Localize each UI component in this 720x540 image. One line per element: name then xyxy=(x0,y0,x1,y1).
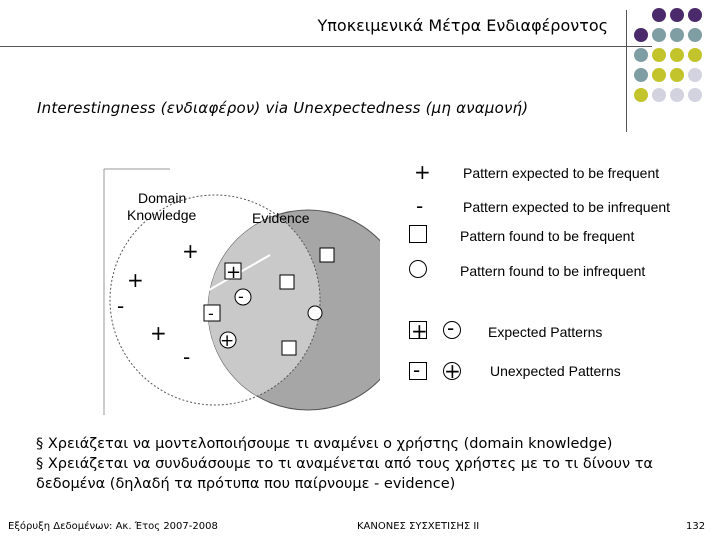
footer-course: Εξόρυξη Δεδομένων: Ακ. Έτος 2007-2008 xyxy=(8,521,218,532)
decorative-dot xyxy=(634,68,648,82)
minus-symbol: - xyxy=(183,345,191,369)
title-horizontal-divider xyxy=(0,46,652,47)
legend-circle-text: Pattern found to be infrequent xyxy=(460,263,646,279)
plus-symbol: + xyxy=(220,331,235,351)
bullet-domain-knowledge: § Χρειάζεται να μοντελοποιήσουμε τι αναμένει ο χρήστης (domain knowledge) xyxy=(36,436,613,452)
footer-page-number: 132 xyxy=(686,521,706,532)
evidence-label: Evidence xyxy=(252,210,310,226)
unexpected-patterns-text: Unexpected Patterns xyxy=(490,363,621,379)
title-vertical-divider xyxy=(626,10,627,132)
decorative-dot xyxy=(652,88,666,102)
legend-plus-text: Pattern expected to be frequent xyxy=(463,165,660,181)
legend-minus-text: Pattern expected to be infrequent xyxy=(463,199,671,215)
decorative-dot-grid xyxy=(634,8,720,120)
decorative-dot xyxy=(670,28,684,42)
found-frequent-square xyxy=(280,275,294,289)
bullet-combine-line2: δεδομένα (δηλαδή τα πρότυπα που παίρνουμε - evidence) xyxy=(36,476,456,492)
decorative-dot xyxy=(688,28,702,42)
expected-patterns-text: Expected Patterns xyxy=(488,324,603,340)
decorative-dot xyxy=(670,88,684,102)
decorative-dot xyxy=(652,48,666,62)
domain-label-line2: Knowledge xyxy=(127,207,197,223)
decorative-dot xyxy=(634,28,648,42)
decorative-dot xyxy=(670,8,684,22)
legend-circle-icon xyxy=(409,260,427,278)
minus-symbol: - xyxy=(208,304,214,323)
expected-plus-symbol: + xyxy=(411,319,428,343)
domain-label-line1: Domain xyxy=(138,190,187,206)
decorative-dot xyxy=(688,8,702,22)
decorative-dot xyxy=(634,48,648,62)
slide-subtitle: Interestingness (ενδιαφέρον) via Unexpectedness (μη αναμονή) xyxy=(37,99,529,117)
plus-symbol: + xyxy=(182,239,199,263)
found-frequent-square xyxy=(320,248,334,262)
legend-square-icon xyxy=(409,225,427,243)
unexpected-plus-symbol: + xyxy=(444,359,461,383)
decorative-dot xyxy=(634,88,648,102)
legend-plus-symbol: + xyxy=(414,160,431,184)
decorative-dot xyxy=(688,88,702,102)
minus-symbol: - xyxy=(238,287,244,306)
plus-symbol: + xyxy=(150,321,167,345)
legend-minus-symbol: - xyxy=(416,194,424,218)
unexpected-minus-symbol: - xyxy=(413,358,421,382)
decorative-dot xyxy=(688,48,702,62)
minus-symbol: - xyxy=(117,294,125,318)
decorative-dot xyxy=(670,48,684,62)
legend-square-text: Pattern found to be frequent xyxy=(460,228,635,244)
decorative-dot xyxy=(652,8,666,22)
decorative-dot xyxy=(670,68,684,82)
bullet-combine-line1: § Χρειάζεται να συνδυάσουμε το τι αναμένεται από τους χρήστες με το τι δίνουν τα xyxy=(36,456,653,472)
decorative-dot xyxy=(652,68,666,82)
slide-title: Υποκειμενικά Μέτρα Ενδιαφέροντος xyxy=(317,16,608,35)
found-infrequent-circle xyxy=(308,306,322,320)
plus-symbol: + xyxy=(127,268,144,292)
decorative-dot xyxy=(688,68,702,82)
plus-symbol: + xyxy=(226,262,242,283)
venn-diagram xyxy=(100,165,380,420)
expected-minus-symbol: - xyxy=(447,316,455,340)
decorative-dot xyxy=(652,28,666,42)
found-frequent-square xyxy=(282,341,296,355)
footer-chapter: ΚΑΝΟΝΕΣ ΣΥΣΧΕΤΙΣΗΣ ΙΙ xyxy=(357,521,480,532)
